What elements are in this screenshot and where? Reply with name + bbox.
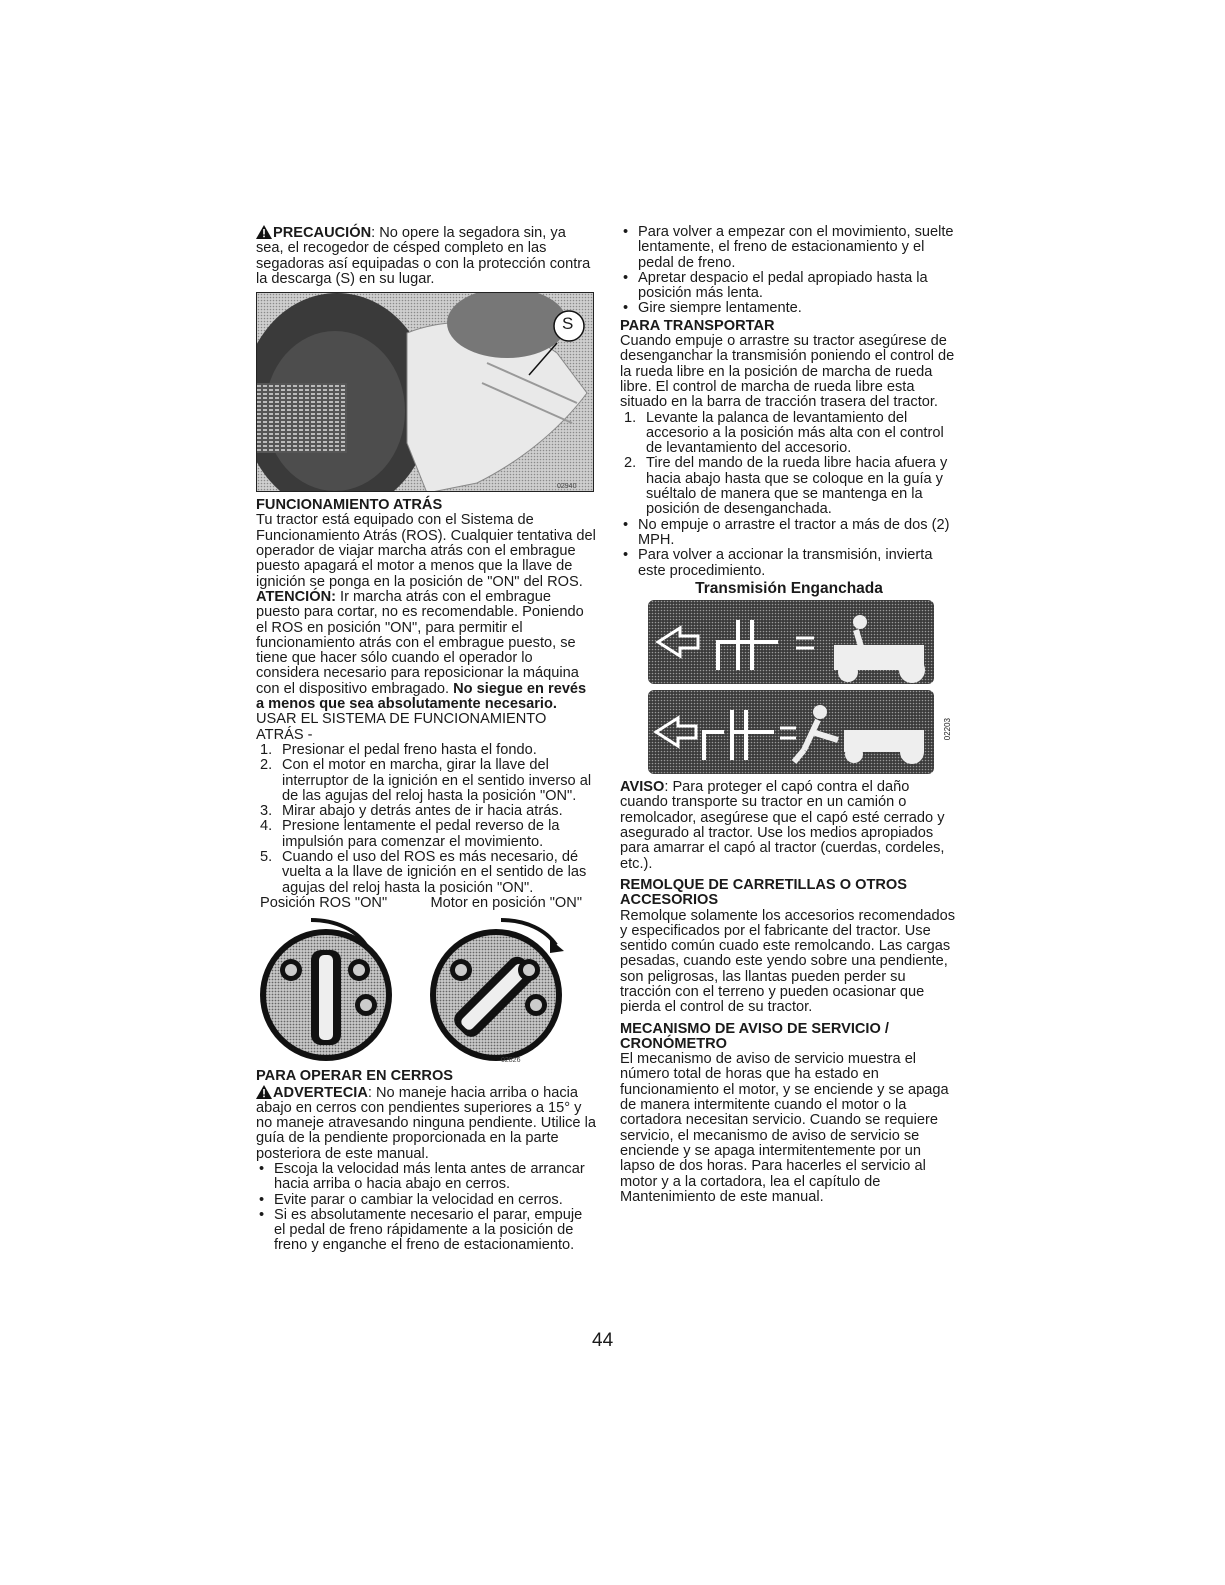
list-item: • Escoja la velocidad más lenta antes de arrancar hacia arriba o hacia abajo en cerros. (259, 1160, 585, 1193)
ignition-captions (256, 896, 596, 911)
photo-code: 02940 (557, 483, 577, 491)
transmission-figure (648, 600, 952, 774)
use-ros-title: USAR EL SISTEMA DE FUNCIONAMIENTO ATRÁS - (256, 711, 547, 743)
warning-text: : No maneje hacia arriba o hacia abajo en cerros con pendientes superiores a 15° y no maneje atravesando ninguna pendiente. Utilice la guía de la pendiente proporcionada en la parte posteriora de este manual. (256, 1084, 596, 1162)
ros-steps-list (256, 743, 596, 896)
discharge-guard-photo (256, 292, 594, 492)
restart-bullets (620, 225, 958, 317)
transport-steps (620, 411, 958, 518)
service-body: El mecanismo de aviso de servicio muestra el número total de horas que ha estado en funcionamiento el motor, y se enciende y se apaga de manera intermitente cuando el motor o la cortadora necesitan servicio. Cuando se requiere servicio, el mecanismo de aviso de servicio se enciende y se apaga intermitentemente por un lapso de dos horas. Para hacerles el servicio al motor y a la cortadora, lea el capítulo de Mantenimiento de este manual. (620, 1051, 949, 1205)
transmission-figure-title: Transmisión Enganchada (695, 579, 883, 597)
attention-label: ATENCIÓN: (256, 588, 336, 605)
service-heading: MECANISMO DE AVISO DE SERVICIO / CRONÓMETRO (620, 1020, 889, 1052)
caption-ros-on: Posición ROS "ON" (260, 894, 388, 911)
list-item: 4. Presione lentamente el pedal reverso de la impulsión para comenzar el movimiento. (260, 818, 560, 850)
aviso-label: AVISO (620, 779, 665, 796)
transport-heading: PARA TRANSPORTAR (620, 317, 775, 334)
caution-label: PRECAUCIÓN (273, 225, 372, 241)
list-item: 1. Levante la palanca de levantamiento del accesorio a la posición más alta con el control de levantamiento del accesorio. (624, 409, 944, 457)
transport-body: Cuando empuje o arrastre su tractor asegúrese de desenganchar la transmisión poniendo el control de la rueda libre en la posición de marcha de rueda libre. El control de marcha de rueda libre esta situado en la barra de tracción trasera del tractor. (620, 333, 955, 411)
transmission-figure-code: 02203 (943, 718, 952, 741)
ros-body: Tu tractor está equipado con el Sistema de Funcionamiento Atrás (ROS). Cualquier tentativa del operador de viajar marcha atrás con el embrague puesto apagará el motor a menos que la llave de ignición se ponga en la posición de "ON" del ROS. (256, 512, 596, 590)
caption-motor-on: Motor en posición "ON" (430, 894, 582, 911)
ros-heading: FUNCIONAMIENTO ATRÁS (256, 497, 443, 514)
ignition-switch-figure (256, 915, 596, 1065)
warning-triangle-icon (256, 1085, 272, 1099)
aviso-text: : Para proteger el capó contra el daño cuando transporte su tractor en un camión o remolcador, asegúrese que el capó esté cerrado y asegurado al tractor. Use los medios apropiados para amarrar el capó al tractor (cuerdas, cordeles, etc.). (620, 779, 945, 872)
page-number: 44 (592, 1330, 614, 1351)
towing-heading: REMOLQUE DE CARRETILLAS O OTROS ACCESORIOS (620, 876, 908, 909)
list-item: • Para volver a empezar con el movimiento, suelte lentamente, el freno de estacionamiento y el pedal de freno. (623, 224, 954, 271)
list-item: • Si es absolutamente necesario el parar, empuje el pedal de freno rápidamente a la posición de freno y enganche el freno de estacionamiento. (259, 1206, 583, 1254)
list-item: 3. Mirar abajo y detrás antes de ir hacia atrás. (260, 803, 563, 820)
attention-bold-text: No siegue en revés a menos que sea absolutamente necesario. (256, 680, 587, 713)
attention-paragraph (256, 590, 596, 712)
warning-triangle-icon (256, 225, 272, 239)
ignition-switch-motor-on (430, 920, 564, 1061)
ignition-switch-ros-on (260, 920, 392, 1061)
warning-label: ADVERTECIA (273, 1084, 368, 1101)
transport-bullets (620, 518, 958, 579)
list-item: • Gire siempre lentamente. (623, 300, 802, 317)
slopes-heading: PARA OPERAR EN CERROS (256, 1068, 454, 1085)
towing-body: Remolque solamente los accesorios recomendados y especificados por el fabricante del tractor. Use sentido común cuado este remolcando. Las cargas pesadas, cuando este yendo sobre una pendiente, son peligrosas, las llantas pueden perder su tracción con el terreno y pueden ocasionar que pierda el control de su tractor. (620, 907, 956, 1016)
attention-text: Ir marcha atrás con el embrague puesto para cortar, no es recomendable. Poniendo el ROS en posición "ON", para permitir el funcionamiento atrás con el embrague puesto, se tiene que hacer sólo cuando el operador lo considera necesario para reposicionar la máquina con el dispositivo embragado. (256, 588, 584, 697)
list-item: • Apretar despacio el pedal apropiado hasta la posición más lenta. (623, 269, 928, 302)
left-column (256, 225, 596, 1254)
aviso-paragraph (620, 780, 958, 872)
right-column (620, 225, 958, 1205)
caution-text: : No opere la segadora sin, ya sea, el recogedor de césped completo en las segadoras así equipadas o con la protección contra la descarga (S) en su lugar. (256, 225, 591, 287)
slopes-warning-paragraph (256, 1085, 596, 1162)
callout-s-label: S (562, 314, 574, 334)
list-item: 2. Con el motor en marcha, girar la llave del interruptor de la ignición en el sentido inverso al de las agujas del reloj hasta la posición "ON". (260, 757, 592, 804)
list-item: • Para volver a accionar la transmisión, invierta este procedimiento. (623, 547, 933, 579)
list-item: 1. Presionar el pedal freno hasta el fondo. (260, 741, 537, 758)
list-item: • No empuje o arrastre el tractor a más de dos (2) MPH. (623, 516, 950, 548)
list-item: 2. Tire del mando de la rueda libre hacia afuera y hacia abajo hasta que se coloque en la guía y suéltalo de manera que se mantenga en la posición de desenganchada. (624, 455, 948, 518)
caution-paragraph (256, 225, 596, 287)
list-item: 5. Cuando el uso del ROS es más necesario, dé vuelta a la llave de ignición en el sentido de las agujas del reloj hasta la posición "ON". (260, 849, 587, 896)
list-item: • Evite parar o cambiar la velocidad en cerros. (259, 1191, 563, 1208)
keys-figure-code: 02826 (501, 1057, 521, 1065)
slopes-bullets (256, 1162, 596, 1254)
